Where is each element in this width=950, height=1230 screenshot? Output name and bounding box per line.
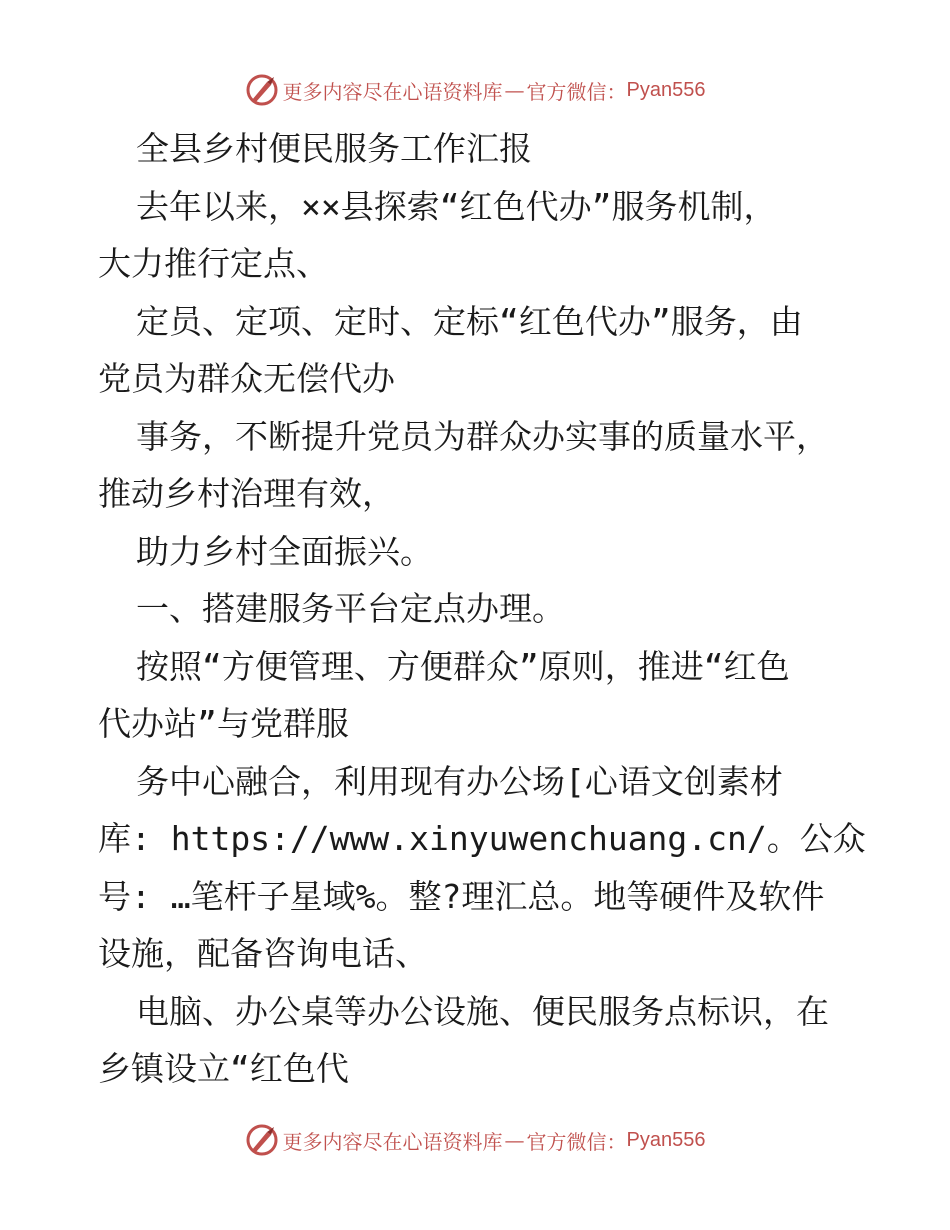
paragraph-line: 乡镇设立“红色代	[98, 1049, 349, 1088]
paragraph-line: 去年以来，××县探索“红色代办”服务机制，	[136, 186, 777, 226]
document-title: 全县乡村便民服务工作汇报	[136, 129, 532, 168]
paragraph-line: 设施，配备咨询电话、	[98, 934, 428, 973]
quill-logo-icon	[245, 1123, 279, 1157]
paragraph-line: 电脑、办公桌等办公设施、便民服务点标识，在	[136, 991, 829, 1031]
header-watermark-banner	[0, 70, 950, 110]
paragraph-line: 助力乡村全面振兴。	[136, 531, 433, 571]
paragraph-line: 按照“方便管理、方便群众”原则，推进“红色	[136, 646, 790, 686]
paragraph-line: 务中心融合，利用现有办公场[心语文创素材	[136, 761, 783, 801]
footer-wechat-label: 官方微信：	[526, 1129, 627, 1154]
header-banner-text: 更多内容尽在心语资料库	[282, 79, 503, 104]
footer-wechat-id: Pyan556	[626, 1128, 706, 1151]
paragraph-line: 事务，不断提升党员为群众办实事的质量水平，	[136, 416, 829, 456]
header-banner-separator: —	[504, 78, 525, 102]
footer-banner-text: 更多内容尽在心语资料库	[282, 1129, 503, 1154]
paragraph-line: 库: https://www.xinyuwenchuang.cn/。公众	[98, 819, 866, 858]
paragraph-line: 大力推行定点、	[98, 244, 329, 283]
paragraph-line: 党员为群众无偿代办	[98, 359, 395, 398]
footer-banner-separator: —	[504, 1128, 525, 1152]
document-body	[98, 120, 866, 1098]
header-wechat-label: 官方微信：	[526, 79, 627, 104]
paragraph-line: 号: …笔杆子星域%。整?理汇总。地等硬件及软件	[98, 876, 825, 916]
paragraph-line: 推动乡村治理有效，	[98, 474, 395, 513]
quill-logo-icon	[245, 73, 279, 107]
footer-watermark-banner	[0, 1120, 950, 1160]
header-wechat-id: Pyan556	[626, 78, 706, 101]
paragraph-line: 定员、定项、定时、定标“红色代办”服务，由	[136, 301, 803, 341]
paragraph-line: 代办站”与党群服	[98, 704, 349, 743]
section-heading: 一、搭建服务平台定点办理。	[136, 589, 565, 628]
